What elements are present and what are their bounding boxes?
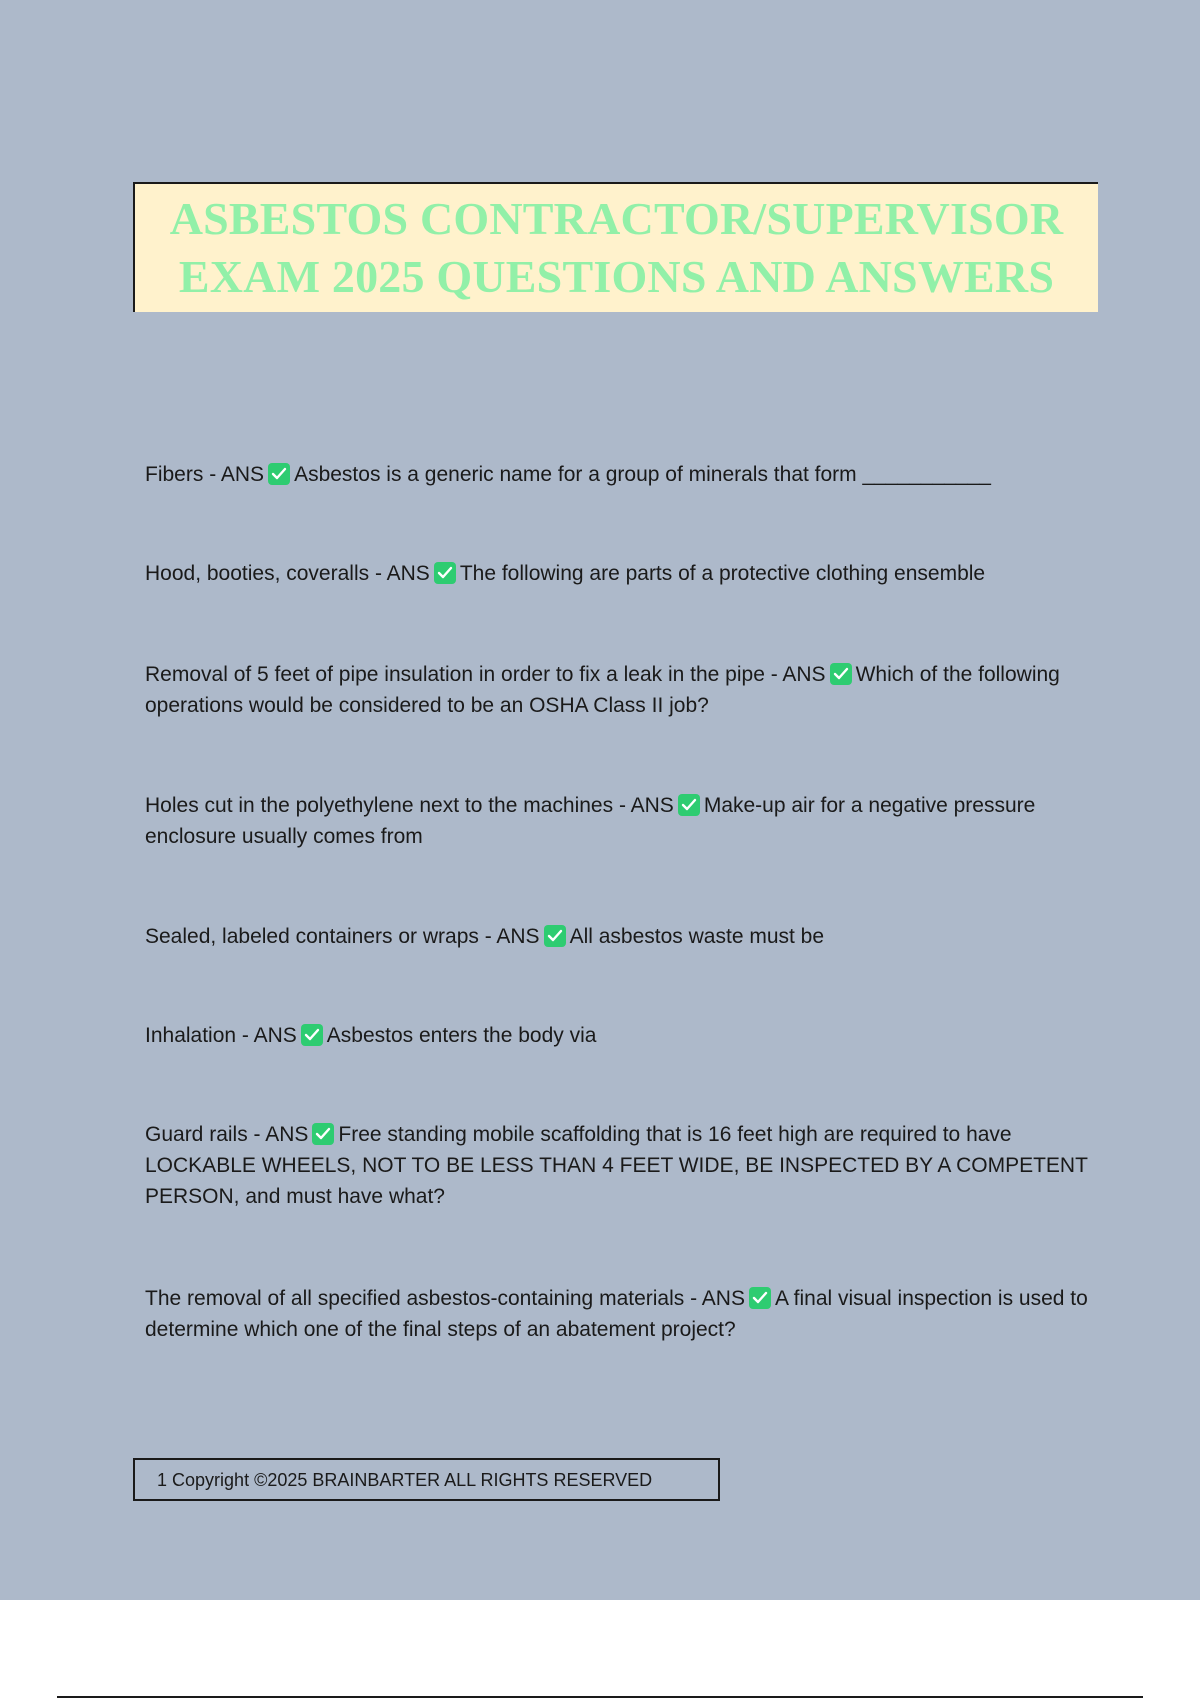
ans-label: - ANS	[484, 925, 540, 948]
qa-item	[145, 1283, 1105, 1345]
question-text: Free standing mobile scaffolding that is 16 feet high are required to have LOCKABLE WHEELS, NOT TO BE LESS THAN 4 FEET WIDE, BE INSPECTED BY A COMPETENT PERSON, and must have what?	[145, 1123, 1088, 1208]
green-checkmark-icon	[749, 1287, 771, 1309]
ans-label: - ANS	[618, 794, 674, 817]
qa-item	[145, 790, 1105, 852]
qa-item	[145, 921, 1105, 952]
ans-label: - ANS	[374, 562, 430, 585]
green-checkmark-icon	[434, 562, 456, 584]
question-text: Make-up air for a negative pressure enclosure usually comes from	[145, 794, 1036, 848]
green-checkmark-icon	[268, 463, 290, 485]
answer-text: Hood, booties, coveralls	[145, 562, 370, 585]
copyright-footer	[133, 1458, 720, 1501]
ans-label: - ANS	[241, 1024, 297, 1047]
answer-text: Holes cut in the polyethylene next to the machines	[145, 794, 614, 817]
copyright-text: Copyright ©2025 BRAINBARTER ALL RIGHTS RESERVED	[172, 1470, 653, 1490]
question-text: Asbestos is a generic name for a group of minerals that form ___________	[294, 463, 991, 486]
ans-label: - ANS	[770, 663, 826, 686]
title-line-2: EXAM 2025 QUESTIONS AND ANSWERS	[178, 251, 1055, 302]
answer-text: Inhalation	[145, 1024, 237, 1047]
page-number: 1	[157, 1470, 168, 1490]
answer-text: The removal of all specified asbestos-containing materials	[145, 1287, 685, 1310]
question-text: Asbestos enters the body via	[326, 1024, 597, 1047]
question-text: The following are parts of a protective clothing ensemble	[459, 562, 986, 585]
bottom-divider	[57, 1696, 1143, 1698]
title-banner	[133, 182, 1098, 312]
qa-item	[145, 1020, 1105, 1051]
qa-item	[145, 558, 1105, 589]
green-checkmark-icon	[830, 663, 852, 685]
answer-text: Removal of 5 feet of pipe insulation in order to fix a leak in the pipe	[145, 663, 765, 686]
ans-label: - ANS	[209, 463, 265, 486]
title-line-1: ASBESTOS CONTRACTOR/SUPERVISOR	[169, 193, 1064, 244]
answer-text: Fibers	[145, 463, 204, 486]
answer-text: Sealed, labeled containers or wraps	[145, 925, 479, 948]
ans-label: - ANS	[690, 1287, 745, 1310]
green-checkmark-icon	[312, 1123, 334, 1145]
ans-label: - ANS	[253, 1123, 309, 1146]
question-text: A final visual inspection is used to determine which one of the final steps of an abatement project?	[145, 1287, 1088, 1341]
question-text: All asbestos waste must be	[569, 925, 825, 948]
question-text: Which of the following operations would be considered to be an OSHA Class II job?	[145, 663, 1060, 717]
qa-item	[145, 459, 1105, 490]
qa-item	[145, 659, 1105, 721]
green-checkmark-icon	[544, 925, 566, 947]
green-checkmark-icon	[678, 794, 700, 816]
green-checkmark-icon	[301, 1024, 323, 1046]
qa-item	[145, 1119, 1105, 1212]
answer-text: Guard rails	[145, 1123, 248, 1146]
